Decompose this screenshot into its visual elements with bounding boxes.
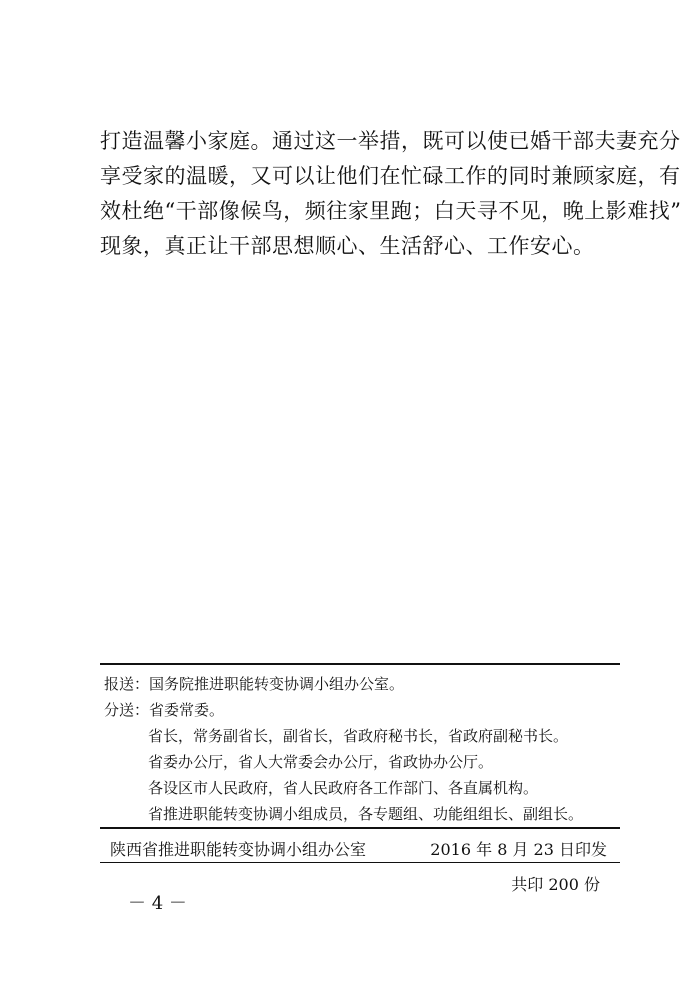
distribution-top-rule: [100, 663, 620, 665]
recipient-line: 省委办公厅，省人大常委会办公厅，省政协办公厅。: [148, 753, 494, 771]
body-text: [100, 124, 682, 264]
issuer-bottom-rule: [100, 862, 620, 863]
page-number: － 4 －: [128, 893, 187, 914]
body-line: 效杜绝“干部像候鸟，频往家里跑；白天寻不见，晚上影难找”: [100, 199, 682, 223]
body-line: 享受家的温暖，又可以让他们在忙碌工作的同时兼顾家庭，有: [100, 164, 681, 188]
body-line: 打造温馨小家庭。通过这一举措，既可以使已婚干部夫妻充分: [100, 129, 681, 153]
copies-count: 共印 200 份: [511, 875, 600, 894]
recipient-line: 省长，常务副省长，副省长，省政府秘书长，省政府副秘书长。: [148, 727, 569, 745]
report-to-line: 报送：国务院推进职能转变协调小组办公室。: [104, 675, 405, 693]
issue-date: 2016 年 8 月 23 日印发: [430, 840, 607, 859]
recipient-line: 省推进职能转变协调小组成员，各专题组、功能组组长、副组长。: [148, 805, 584, 823]
send-to-line: 分送：省委常委。: [104, 701, 225, 719]
issuer-name: 陕西省推进职能转变协调小组办公室: [110, 840, 367, 859]
recipient-line: 各设区市人民政府，省人民政府各工作部门、各直属机构。: [148, 779, 539, 797]
issuer-top-rule: [100, 827, 620, 829]
body-line: 现象，真正让干部思想顺心、生活舒心、工作安心。: [100, 234, 595, 258]
